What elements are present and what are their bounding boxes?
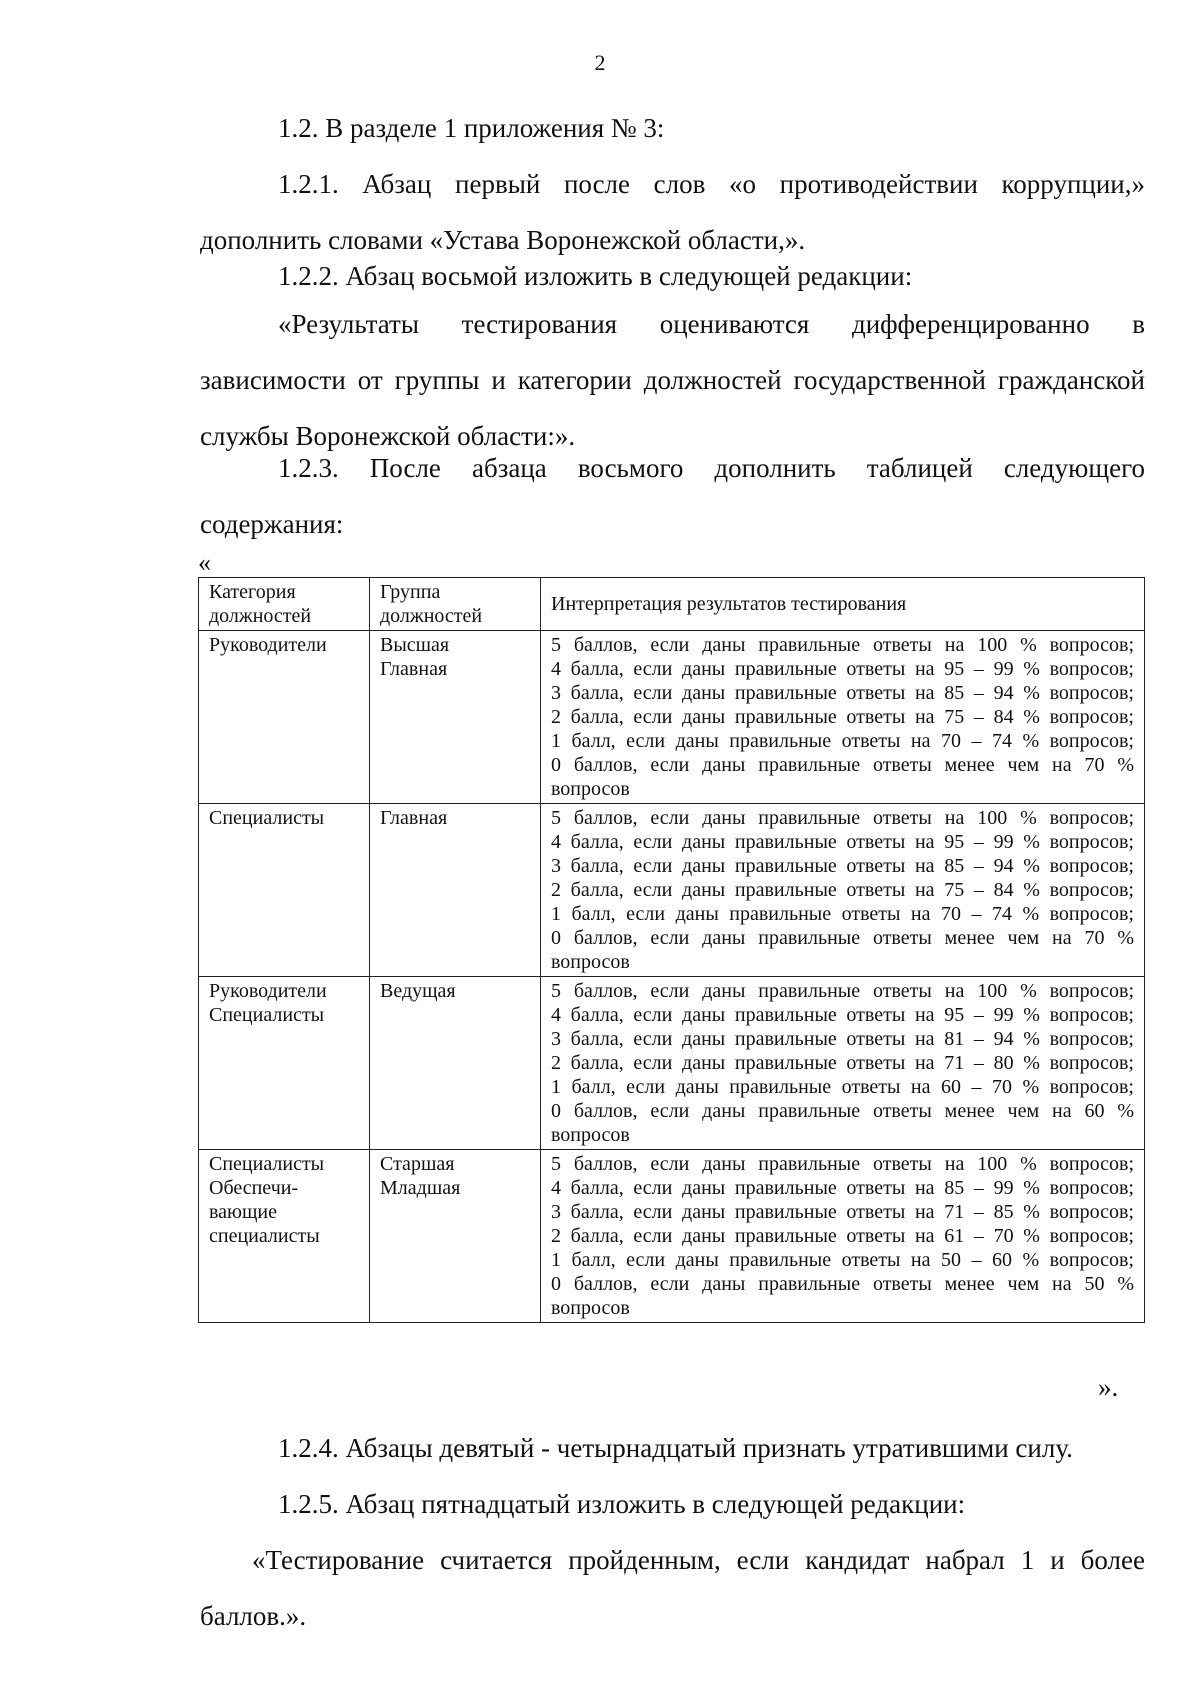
interpretation-cell — [541, 977, 1145, 1150]
category-cell — [199, 804, 370, 977]
interpretation-cell — [541, 631, 1145, 804]
group-line: Старшая — [380, 1153, 455, 1175]
interpretation-line: 0 баллов, если даны правильные ответы менее чем на 70 % — [551, 927, 1134, 949]
interpretation-line: 3 балла, если даны правильные ответы на 85 – 94 % вопросов; — [551, 682, 1134, 704]
header-category-line: должностей — [209, 605, 312, 627]
header-group-line: Группа — [380, 581, 441, 603]
category-line: Руководители — [209, 634, 327, 656]
interpretation-line: 3 балла, если даны правильные ответы на 81 – 94 % вопросов; — [551, 1028, 1134, 1050]
category-cell — [199, 631, 370, 804]
table-row — [199, 631, 1145, 804]
interpretation-line: 5 баллов, если даны правильные ответы на 100 % вопросов; — [551, 807, 1134, 829]
paragraph-1-2-1: 1.2.1. Абзац первый после слов «о противодействии коррупции,» дополнить словами «Устава Воронежской области,». — [200, 169, 1145, 255]
category-cell — [199, 977, 370, 1150]
table-row — [199, 1150, 1145, 1323]
paragraph-1-2-2: 1.2.2. Абзац восьмой изложить в следующей редакции: — [278, 261, 913, 291]
interpretation-line: вопросов — [551, 778, 630, 800]
interpretation-line: 0 баллов, если даны правильные ответы менее чем на 60 % — [551, 1100, 1134, 1122]
interpretation-line: вопросов — [551, 951, 630, 973]
interpretation-line: 1 балл, если даны правильные ответы на 70 – 74 % вопросов; — [551, 903, 1134, 925]
group-line: Высшая — [380, 634, 450, 656]
paragraph-1-2-3: 1.2.3. После абзаца восьмого дополнить таблицей следующего содержания: — [200, 453, 1145, 539]
paragraph-1-2: 1.2. В разделе 1 приложения № 3: — [278, 113, 665, 143]
interpretation-line: вопросов — [551, 1124, 630, 1146]
category-line: Руководители — [209, 980, 327, 1002]
header-group — [370, 578, 541, 631]
interpretation-line: 2 балла, если даны правильные ответы на 75 – 84 % вопросов; — [551, 879, 1134, 901]
paragraph-1-2-5: 1.2.5. Абзац пятнадцатый изложить в следующей редакции: — [278, 1489, 966, 1519]
interpretation-cell — [541, 1150, 1145, 1323]
category-cell — [199, 1150, 370, 1323]
table-header-row — [199, 578, 1145, 631]
interpretation-line: 1 балл, если даны правильные ответы на 60 – 70 % вопросов; — [551, 1076, 1134, 1098]
table-row — [199, 804, 1145, 977]
group-cell — [370, 1150, 541, 1323]
category-line: специалисты — [209, 1225, 320, 1247]
table-row — [199, 977, 1145, 1150]
interpretation-line: вопросов — [551, 1297, 630, 1319]
interpretation-line: 2 балла, если даны правильные ответы на 61 – 70 % вопросов; — [551, 1225, 1134, 1247]
interpretation-line: 5 баллов, если даны правильные ответы на 100 % вопросов; — [551, 634, 1134, 656]
group-line: Младшая — [380, 1177, 461, 1199]
header-category-line: Категория — [209, 581, 296, 603]
page-number: 2 — [594, 50, 606, 75]
category-line: Специалисты — [209, 807, 325, 829]
group-cell — [370, 631, 541, 804]
interpretation-line: 2 балла, если даны правильные ответы на 75 – 84 % вопросов; — [551, 706, 1134, 728]
interpretation-line: 4 балла, если даны правильные ответы на 85 – 99 % вопросов; — [551, 1177, 1134, 1199]
group-line: Главная — [380, 658, 448, 680]
group-cell — [370, 804, 541, 977]
scoring-table — [198, 577, 1145, 1323]
interpretation-line: 3 балла, если даны правильные ответы на 85 – 94 % вопросов; — [551, 855, 1134, 877]
interpretation-line: 0 баллов, если даны правильные ответы менее чем на 50 % — [551, 1273, 1134, 1295]
interpretation-line: 1 балл, если даны правильные ответы на 50 – 60 % вопросов; — [551, 1249, 1134, 1271]
interpretation-line: 1 балл, если даны правильные ответы на 70 – 74 % вопросов; — [551, 730, 1134, 752]
group-line: Главная — [380, 807, 448, 829]
header-group-line: должностей — [380, 605, 483, 627]
group-cell — [370, 977, 541, 1150]
interpretation-line: 4 балла, если даны правильные ответы на 95 – 99 % вопросов; — [551, 1004, 1134, 1026]
category-line: Специалисты — [209, 1004, 325, 1026]
interpretation-line: 2 балла, если даны правильные ответы на 71 – 80 % вопросов; — [551, 1052, 1134, 1074]
interpretation-line: 4 балла, если даны правильные ответы на 95 – 99 % вопросов; — [551, 831, 1134, 853]
interpretation-line: 4 балла, если даны правильные ответы на 95 – 99 % вопросов; — [551, 658, 1134, 680]
interpretation-line: 0 баллов, если даны правильные ответы менее чем на 70 % — [551, 754, 1134, 776]
interpretation-line: 3 балла, если даны правильные ответы на 71 – 85 % вопросов; — [551, 1201, 1134, 1223]
interpretation-cell — [541, 804, 1145, 977]
category-line: Специалисты — [209, 1153, 325, 1175]
table-quote-open: « — [198, 548, 211, 577]
paragraph-results-quote: «Результаты тестирования оцениваются дифференцированно в зависимости от группы и категории должностей государственной гражданской службы Воронежской области:». — [200, 309, 1145, 451]
group-line: Ведущая — [380, 980, 456, 1002]
paragraph-testing-quote: «Тестирование считается пройденным, если кандидат набрал 1 и более баллов.». — [200, 1545, 1145, 1631]
category-line: вающие — [209, 1201, 277, 1223]
header-interpretation: Интерпретация результатов тестирования — [541, 578, 1145, 631]
interpretation-line: 5 баллов, если даны правильные ответы на 100 % вопросов; — [551, 1153, 1134, 1175]
table-quote-close: ». — [1098, 1372, 1119, 1402]
interpretation-line: 5 баллов, если даны правильные ответы на 100 % вопросов; — [551, 980, 1134, 1002]
paragraph-1-2-4: 1.2.4. Абзацы девятый - четырнадцатый признать утратившими силу. — [278, 1433, 1073, 1463]
category-line: Обеспечи- — [209, 1177, 299, 1199]
header-category — [199, 578, 370, 631]
